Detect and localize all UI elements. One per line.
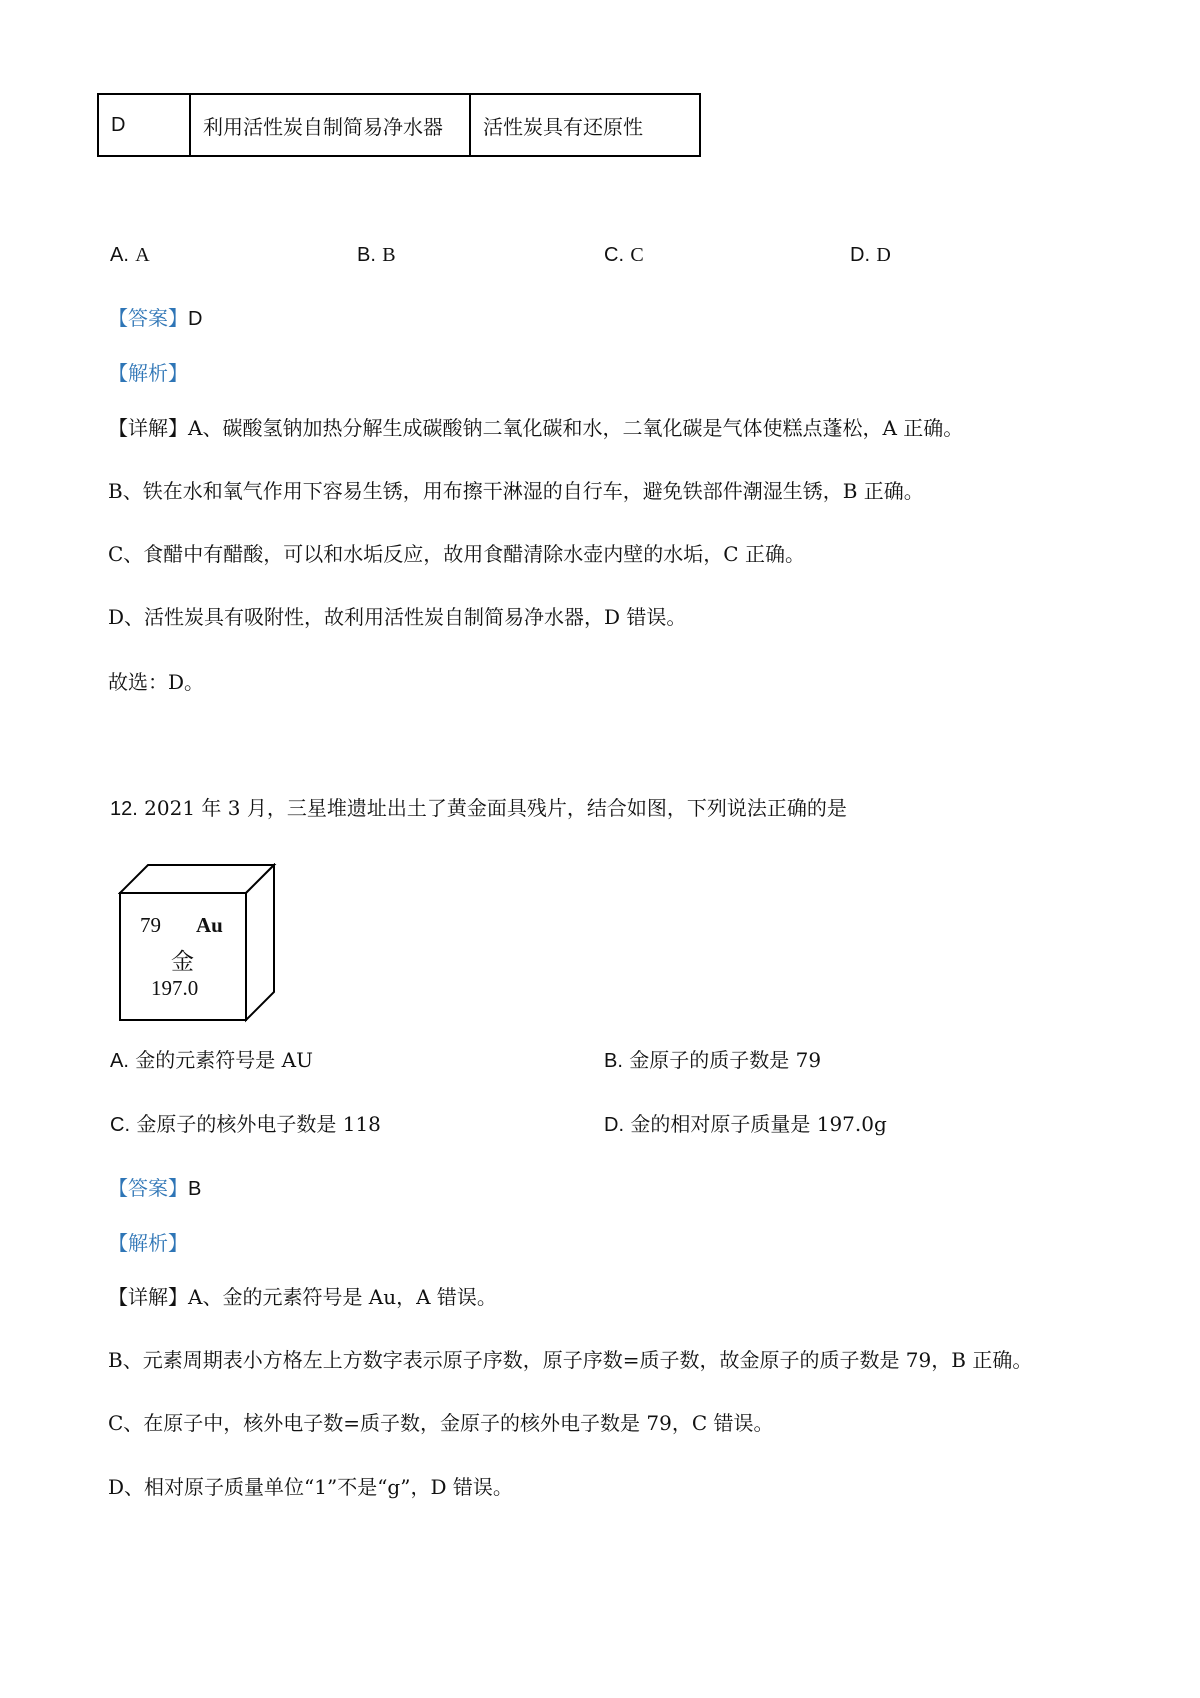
gold-element-tile — [118, 863, 278, 1023]
q11-option-a: A. A — [110, 244, 150, 266]
q12-detail-a: 【详解】A、金的元素符号是 Au，A 错误。 — [108, 1285, 497, 1309]
q11-answer: 【答案】D — [108, 306, 203, 330]
q12-detail-d: D、相对原子质量单位“1”不是“g”，D 错误。 — [108, 1475, 513, 1499]
tile-atomic-mass: 197.0 — [151, 976, 199, 1000]
q11-option-d: D. D — [850, 244, 891, 266]
q12-option-a: A. 金的元素符号是 AU — [110, 1048, 313, 1072]
q12-stem: 12. 2021 年 3 月，三星堆遗址出土了黄金面具残片，结合如图，下列说法正确的是 — [110, 796, 847, 820]
table-cell-option: D — [98, 94, 190, 156]
q11-detail-a: 【详解】A、碳酸氢钠加热分解生成碳酸钠二氧化碳和水，二氧化碳是气体使糕点蓬松，A 正确。 — [108, 416, 964, 440]
q11-analysis-label: 【解析】 — [108, 361, 188, 385]
q11-detail-c: C、食醋中有醋酸，可以和水垢反应，故用食醋清除水壶内壁的水垢，C 正确。 — [108, 542, 805, 566]
table-cell-knowledge: 活性炭具有还原性 — [470, 94, 700, 156]
q12-option-d: D. 金的相对原子质量是 197.0g — [604, 1112, 887, 1136]
q11-detail-d: D、活性炭具有吸附性，故利用活性炭自制简易净水器，D 错误。 — [108, 605, 687, 629]
q12-detail-b: B、元素周期表小方格左上方数字表示原子序数，原子序数=质子数，故金原子的质子数是 79，B 正确。 — [108, 1348, 1033, 1372]
q11-option-b: B. B — [357, 244, 396, 266]
tile-atomic-number: 79 — [140, 913, 161, 937]
q12-option-b: B. 金原子的质子数是 79 — [604, 1048, 822, 1072]
q12-analysis-label: 【解析】 — [108, 1231, 188, 1255]
tile-symbol: Au — [196, 913, 223, 937]
q11-conclusion: 故选：D。 — [108, 670, 205, 694]
answer-table — [97, 93, 701, 157]
table-row — [98, 94, 700, 156]
q12-answer: 【答案】B — [108, 1176, 202, 1200]
q12-detail-c: C、在原子中，核外电子数=质子数，金原子的核外电子数是 79，C 错误。 — [108, 1411, 774, 1435]
q11-option-c: C. C — [604, 244, 644, 266]
table-cell-practice: 利用活性炭自制简易净水器 — [190, 94, 470, 156]
q12-option-c: C. 金原子的核外电子数是 118 — [110, 1112, 381, 1136]
q11-detail-b: B、铁在水和氧气作用下容易生锈，用布擦干淋湿的自行车，避免铁部件潮湿生锈，B 正确。 — [108, 479, 924, 503]
tile-element-name: 金 — [171, 949, 194, 974]
